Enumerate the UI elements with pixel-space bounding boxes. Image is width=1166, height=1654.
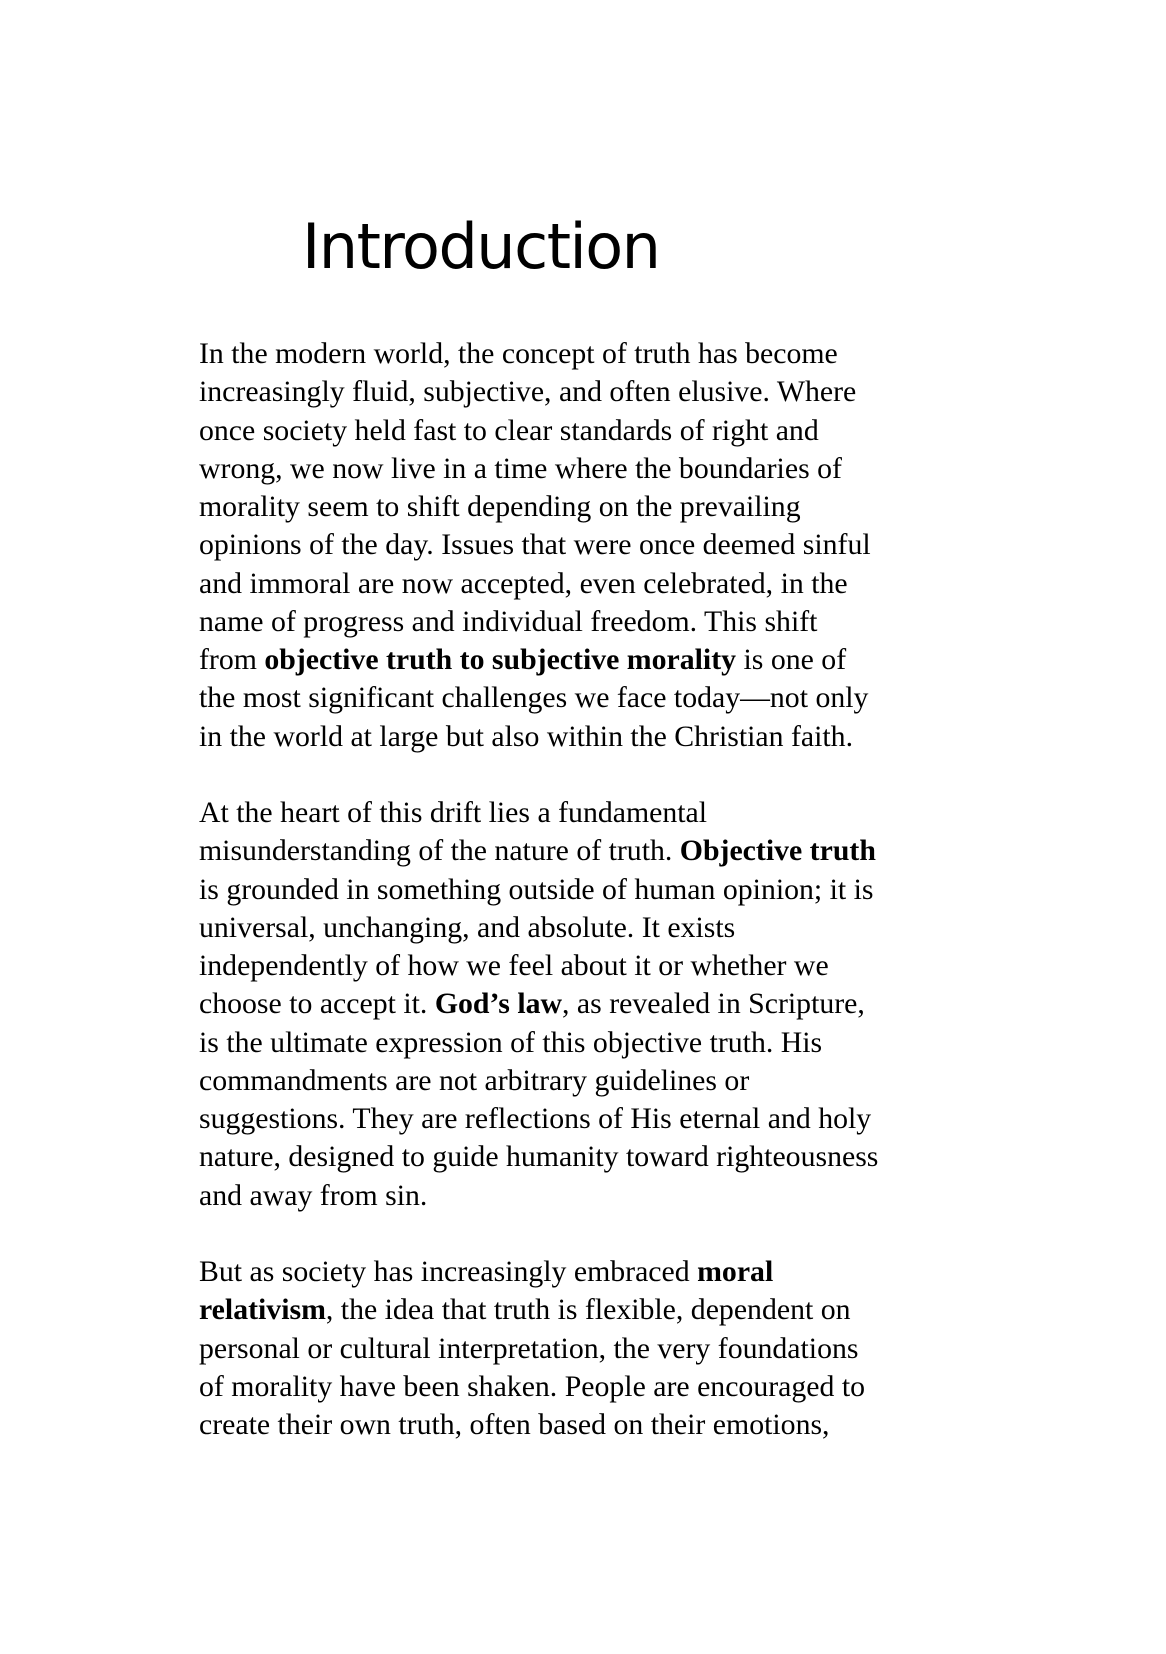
text-segment: is the ultimate expression of this objective truth. His (199, 1025, 823, 1059)
text-segment: personal or cultural interpretation, the very foundations (199, 1331, 859, 1365)
text-segment: opinions of the day. Issues that were once deemed sinful (199, 528, 871, 562)
text-segment: , the idea that truth is flexible, dependent on (325, 1293, 851, 1327)
text-segment: from (199, 643, 265, 676)
bold-text: Objective truth (679, 834, 876, 868)
bold-text: moral (697, 1255, 774, 1288)
text-segment: wrong, we now live in a time where the boundaries of (199, 451, 842, 485)
paragraph (199, 335, 979, 756)
paragraph (199, 794, 979, 1215)
text-segment: choose to accept it. (199, 987, 435, 1021)
text-line (199, 1291, 979, 1329)
text-line (199, 679, 979, 717)
text-segment: commandments are not arbitrary guidelines or (199, 1063, 750, 1097)
text-line (199, 1100, 979, 1138)
text-segment: is one of (736, 643, 847, 676)
text-segment: But as society has increasingly embraced (199, 1255, 698, 1288)
text-segment: universal, unchanging, and absolute. It exists (199, 910, 736, 944)
text-line (199, 794, 979, 832)
text-line (199, 1253, 979, 1291)
paragraph (199, 1253, 979, 1444)
text-line (199, 1024, 979, 1062)
text-line (199, 565, 979, 603)
text-segment: and immoral are now accepted, even celebrated, in the (199, 566, 848, 600)
text-segment: In the modern world, the concept of truth has become (199, 337, 838, 370)
text-line (199, 718, 979, 756)
bold-text: God’s law (434, 987, 563, 1021)
text-line (199, 1177, 979, 1215)
page-title: Introduction (302, 210, 660, 283)
text-segment: once society held fast to clear standards of right and (199, 413, 819, 447)
text-line (199, 1138, 979, 1176)
text-line (199, 985, 979, 1023)
text-segment: nature, designed to guide humanity toward righteousness (199, 1140, 879, 1174)
text-line (199, 832, 979, 870)
text-segment: and away from sin. (199, 1178, 428, 1212)
bold-text: relativism (199, 1293, 326, 1327)
text-line (199, 1062, 979, 1100)
text-line (199, 603, 979, 641)
body-text (199, 335, 979, 1483)
text-line (199, 1330, 979, 1368)
text-segment: name of progress and individual freedom. This shift (199, 604, 818, 638)
text-segment: in the world at large but also within the Christian faith. (199, 719, 854, 753)
text-segment: suggestions. They are reflections of His eternal and holy (199, 1102, 872, 1135)
text-segment: independently of how we feel about it or whether we (199, 949, 829, 982)
text-line (199, 526, 979, 564)
text-line (199, 373, 979, 411)
text-line (199, 1368, 979, 1406)
text-segment: is grounded in something outside of human opinion; it is (199, 872, 874, 906)
text-segment: misunderstanding of the nature of truth. (199, 834, 680, 868)
text-line (199, 1406, 979, 1444)
text-segment: increasingly fluid, subjective, and often elusive. Where (199, 375, 857, 409)
text-segment: the most significant challenges we face today—not only (199, 681, 869, 715)
text-line (199, 871, 979, 909)
text-line (199, 947, 979, 985)
text-line (199, 909, 979, 947)
text-line (199, 450, 979, 488)
text-segment: morality seem to shift depending on the prevailing (199, 490, 801, 523)
text-segment: create their own truth, often based on their emotions, (199, 1408, 830, 1441)
text-segment: At the heart of this drift lies a fundamental (199, 796, 708, 829)
text-line (199, 488, 979, 526)
bold-text: objective truth to subjective morality (264, 643, 737, 676)
text-line (199, 412, 979, 450)
text-line (199, 641, 979, 679)
text-line (199, 335, 979, 373)
text-segment: , as revealed in Scripture, (562, 987, 865, 1021)
text-segment: of morality have been shaken. People are encouraged to (199, 1369, 866, 1403)
